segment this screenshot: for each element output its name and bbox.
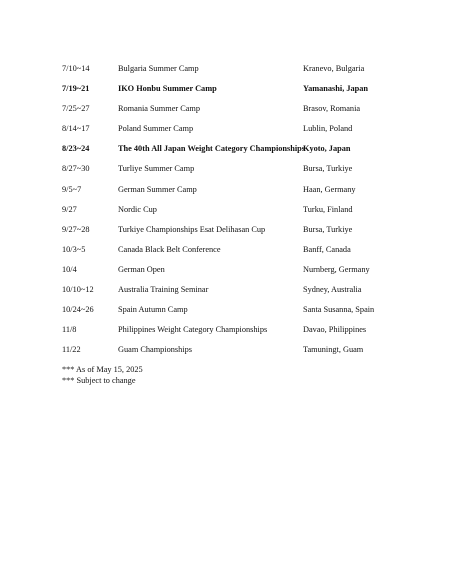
event-name: Australia Training Seminar — [118, 285, 209, 295]
event-location: Davao, Philippines — [303, 325, 367, 335]
event-date: 11/8 — [62, 325, 77, 335]
event-date: 9/5~7 — [62, 184, 82, 194]
event-date: 10/4 — [62, 264, 77, 274]
event-date: 7/10~14 — [62, 64, 90, 73]
event-date: 8/14~17 — [62, 124, 90, 134]
event-name: IKO Honbu Summer Camp — [118, 84, 217, 94]
schedule-row — [62, 82, 392, 102]
schedule-row — [62, 243, 392, 263]
event-name: Guam Championships — [118, 345, 192, 355]
event-location: Yamanashi, Japan — [303, 84, 369, 94]
schedule-row — [62, 343, 392, 363]
schedule-row — [62, 283, 392, 303]
event-location: Bursa, Turkiye — [303, 164, 353, 174]
schedule-row — [62, 263, 392, 283]
note-subject-to-change: *** Subject to change — [62, 376, 136, 385]
event-name: The 40th All Japan Weight Category Championships — [118, 144, 306, 154]
event-location: Kyoto, Japan — [303, 144, 351, 154]
event-date: 7/19~21 — [62, 84, 90, 94]
event-date: 11/22 — [62, 345, 81, 355]
event-date: 8/27~30 — [62, 164, 90, 174]
event-location: Bursa, Turkiye — [303, 224, 353, 234]
event-name: Poland Summer Camp — [118, 124, 194, 134]
event-name: Turkiye Championships Esat Delihasan Cup — [118, 224, 266, 234]
event-name: Philippines Weight Category Championships — [118, 325, 268, 335]
event-date: 8/23~24 — [62, 144, 90, 154]
event-location: Sydney, Australia — [303, 285, 362, 295]
event-schedule — [62, 62, 392, 363]
event-location: Kranevo, Bulgaria — [303, 64, 365, 73]
event-name: Canada Black Belt Conference — [118, 244, 221, 254]
event-date: 10/10~12 — [62, 285, 94, 295]
schedule-row — [62, 223, 392, 243]
event-name: German Summer Camp — [118, 184, 197, 194]
event-date: 10/3~5 — [62, 244, 86, 254]
event-location: Tamuningt, Guam — [303, 345, 364, 355]
schedule-row — [62, 303, 392, 323]
event-date: 9/27 — [62, 204, 77, 214]
event-name: German Open — [118, 264, 165, 274]
event-name: Nordic Cup — [118, 204, 157, 214]
schedule-row — [62, 122, 392, 142]
event-location: Banff, Canada — [303, 244, 351, 254]
event-name: Turliye Summer Camp — [118, 164, 195, 174]
event-name: Romania Summer Camp — [118, 104, 201, 114]
schedule-row — [62, 323, 392, 343]
schedule-row — [62, 183, 392, 203]
schedule-row — [62, 142, 392, 162]
event-location: Haan, Germany — [303, 184, 356, 194]
event-location: Santa Susanna, Spain — [303, 305, 375, 315]
event-name: Spain Autumn Camp — [118, 305, 188, 315]
event-location: Nurnberg, Germany — [303, 264, 370, 274]
schedule-row — [62, 203, 392, 223]
event-location: Brasov, Romania — [303, 104, 361, 114]
event-date: 10/24~26 — [62, 305, 94, 315]
event-location: Lublin, Poland — [303, 124, 353, 134]
schedule-row — [62, 62, 392, 82]
schedule-row — [62, 102, 392, 122]
event-date: 7/25~27 — [62, 104, 90, 114]
schedule-row — [62, 162, 392, 182]
event-location: Turku, Finland — [303, 204, 353, 214]
event-name: Bulgaria Summer Camp — [118, 64, 199, 73]
footnotes — [62, 364, 143, 386]
event-date: 9/27~28 — [62, 224, 90, 234]
note-as-of: *** As of May 15, 2025 — [62, 365, 143, 374]
